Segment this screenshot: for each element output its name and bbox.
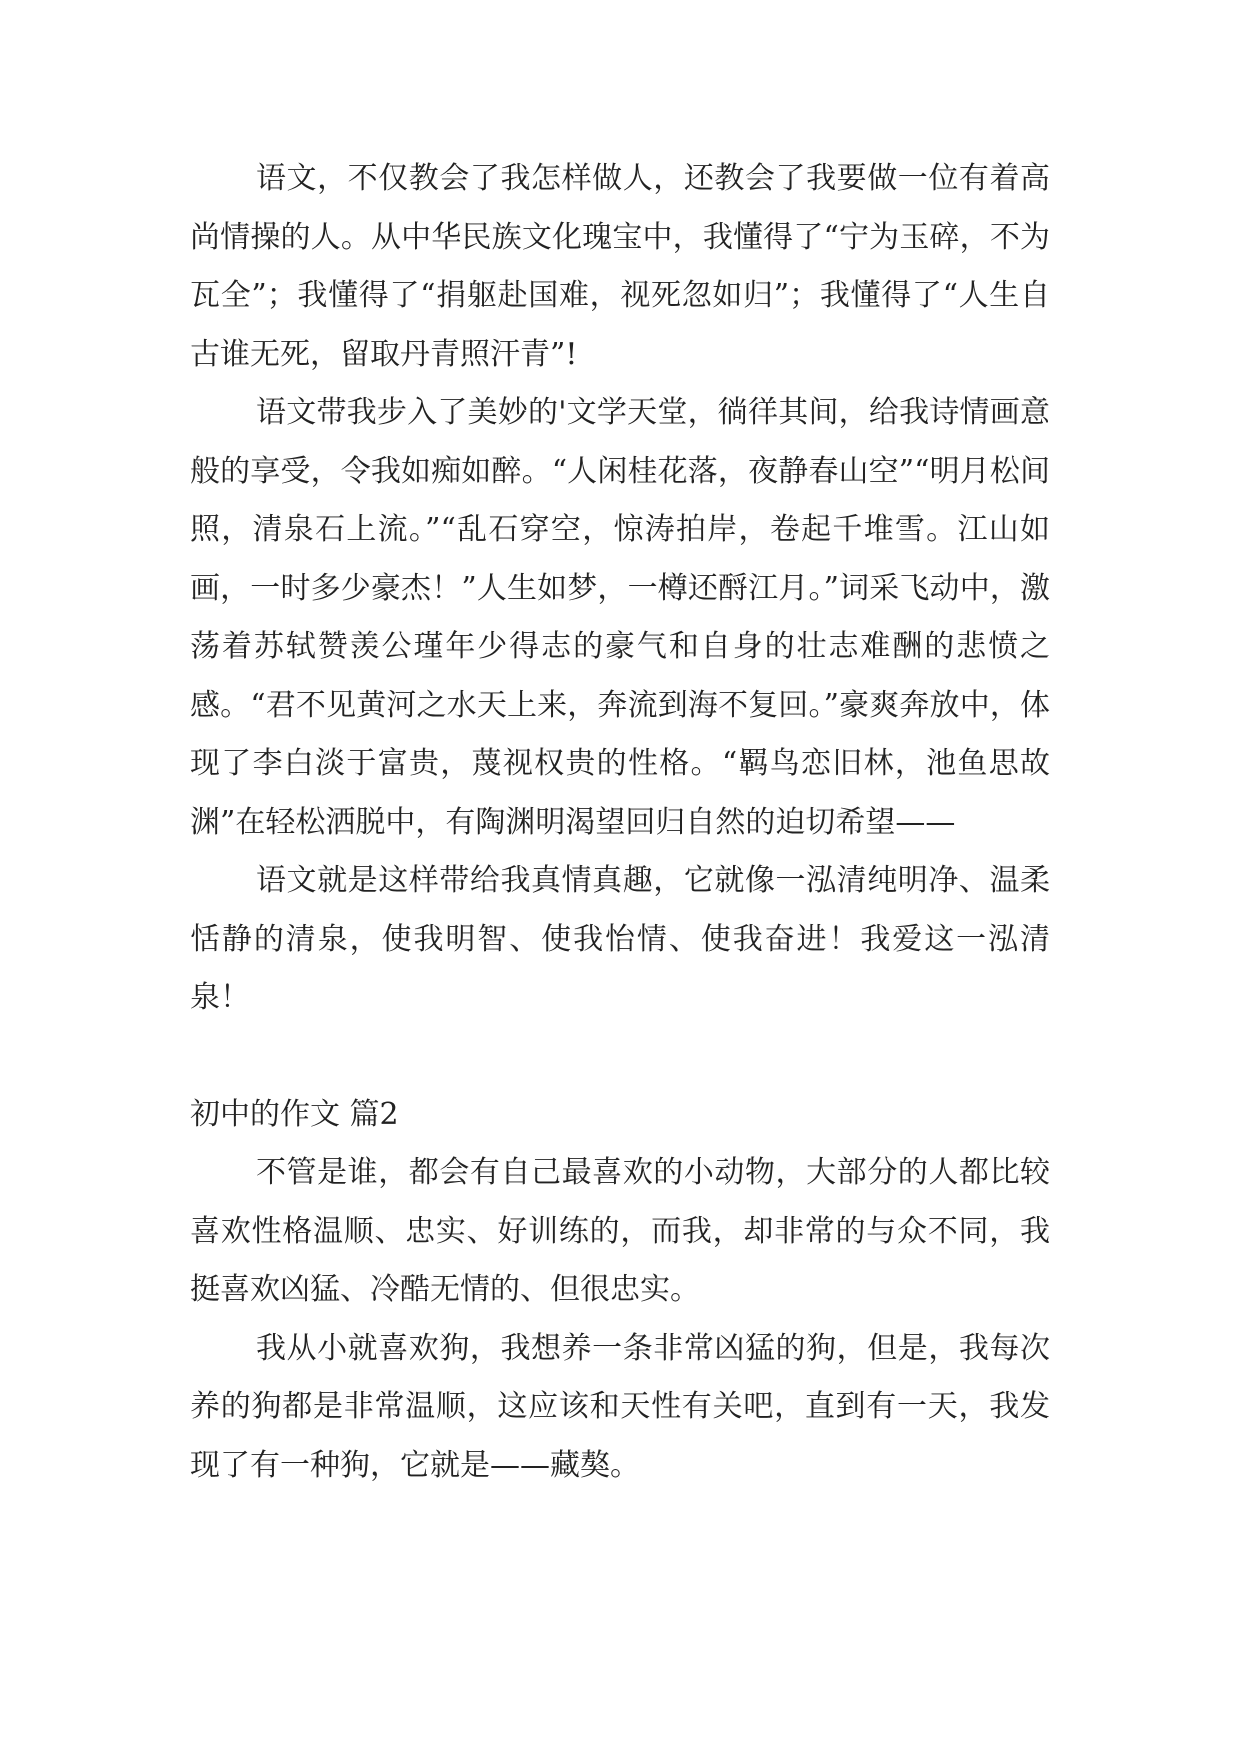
paragraph-3: 语文就是这样带给我真情真趣，它就像一泓清纯明净、温柔恬静的清泉，使我明智、使我怡情、使我奋进！我爱这一泓清泉！ [190,863,1050,1015]
paragraph-4: 不管是谁，都会有自己最喜欢的小动物，大部分的人都比较喜欢性格温顺、忠实、好训练的，而我，却非常的与众不同，我挺喜欢凶猛、冷酷无情的、但很忠实。 [190,1155,1050,1307]
paragraph-5: 我从小就喜欢狗，我想养一条非常凶猛的狗，但是，我每次养的狗都是非常温顺，这应该和天性有关吧，直到有一天，我发现了有一种狗，它就是——藏獒。 [190,1330,1050,1483]
section-heading: 初中的作文 篇2 [190,1096,399,1132]
paragraph-1: 语文，不仅教会了我怎样做人，还教会了我要做一位有着高尚情操的人。从中华民族文化瑰宝中，我懂得了“宁为玉碎，不为瓦全”；我懂得了“捐躯赴国难，视死忽如归”；我懂得了“人生自古谁无死，留取丹青照汗青”! [190,161,1050,372]
paragraph-2: 语文带我步入了美妙的'文学天堂，徜徉其间，给我诗情画意般的享受，令我如痴如醉。“人闲桂花落，夜静春山空”“明月松间照，清泉石上流。”“乱石穿空，惊涛拍岸，卷起千堆雪。江山如画，一时多少豪杰！”人生如梦，一樽还酹江月。”词采飞动中，激荡着苏轼赞羡公瑾年少得志的豪气和自身的壮志难酬的悲愤之感。“君不见黄河之水天上来，奔流到海不复回。”豪爽奔放中，体现了李白淡于富贵，蔑视权贵的性格。“羁鸟恋旧林，池鱼思故渊”在轻松洒脱中，有陶渊明渴望回归自然的迫切希望—— [190,395,1050,840]
document-body [190,150,1050,1495]
